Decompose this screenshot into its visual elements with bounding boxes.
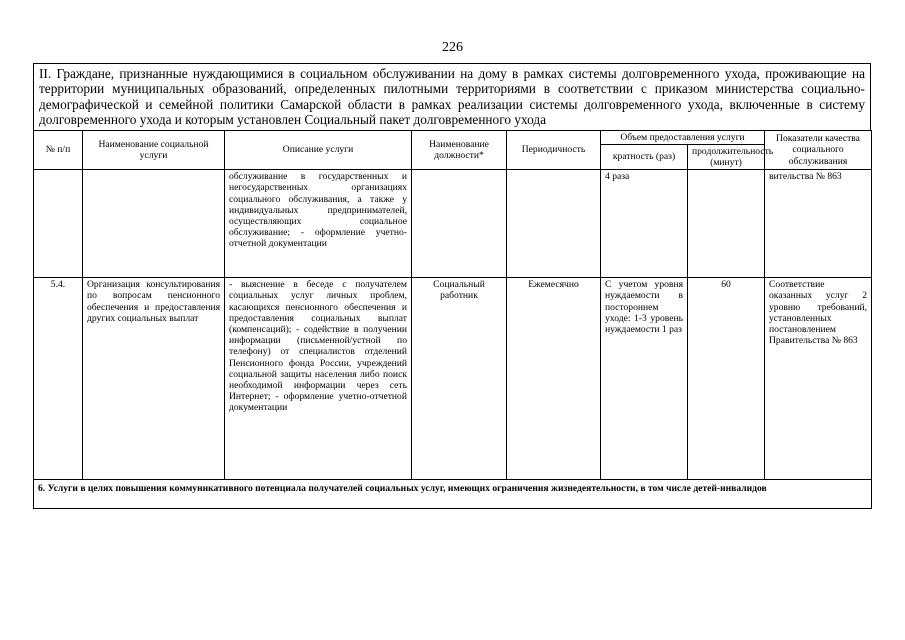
cell-position [412, 170, 507, 278]
services-table [33, 130, 872, 510]
document-frame [33, 63, 871, 509]
cell-description: обслуживание в государственных и негосударственных организациях социального обслуживания, а также у индивидуальных предпринимателей, осуществляющих социальное обслуживание; - оформление учетно-отчетной документации [225, 170, 412, 278]
header-quality: Показатели качества социального обслуживания [765, 130, 872, 170]
header-num: № п/п [34, 130, 83, 170]
cell-quality: вительства № 863 [765, 170, 872, 278]
header-position: Наименование должности* [412, 130, 507, 170]
cell-num: 5.4. [34, 278, 83, 480]
cell-service-name: Организация консультирования по вопросам пенсионного обеспечения и предоставления других социальных выплат [83, 278, 225, 480]
cell-duration [688, 170, 765, 278]
cell-service-name [83, 170, 225, 278]
cell-periodicity [507, 170, 601, 278]
header-multiplicity: кратность (раз) [601, 144, 688, 169]
cell-periodicity: Ежемесячно [507, 278, 601, 480]
table-row [34, 170, 872, 278]
header-row-1 [34, 130, 872, 144]
cell-multiplicity: 4 раза [601, 170, 688, 278]
header-service-name: Наименование социальной услуги [83, 130, 225, 170]
cell-quality: Соответствие оказанных услуг 2 уровню требований, установленных постановлением Правительства № 863 [765, 278, 872, 480]
cell-num [34, 170, 83, 278]
cell-multiplicity: С учетом уровня нуждаемости в постороннем уходе: 1-3 уровень нуждаемости 1 раз [601, 278, 688, 480]
cell-position: Социальный работник [412, 278, 507, 480]
section-6-heading: 6. Услуги в целях повышения коммуникативного потенциала получателей социальных услуг, имеющих ограничения жизнедеятельности, в том числе детей-инвалидов [34, 480, 872, 509]
header-duration: продолжительность (минут) [688, 144, 765, 169]
header-periodicity: Периодичность [507, 130, 601, 170]
header-description: Описание услуги [225, 130, 412, 170]
cell-duration: 60 [688, 278, 765, 480]
section-6-row [34, 480, 872, 509]
section-heading: II. Граждане, признанные нуждающимися в социальном обслуживании на дому в рамках системы долговременного ухода, проживающие на территории муниципальных образований, определенных пилотными территориями в соответствии с приказом министерства социально-демографической и семейной политики Самарской области в рамках реализации системы долговременного ухода, включенные в систему долговременного ухода и которым установлен Социальный пакет долговременного ухода [33, 63, 871, 130]
page-number: 226 [442, 40, 463, 55]
cell-description: - выяснение в беседе с получателем социальных услуг личных проблем, касающихся пенсионного обеспечения и предоставления социальных выплат (компенсаций); - содействие в получении информации (письменной/устной по телефону) от специалистов отделений Пенсионного фонда России, учреждений социальной защиты населения либо поиск необходимой информации через сеть Интернет; - оформление учетно-отчетной документации [225, 278, 412, 480]
header-volume: Объем предоставления услуги [601, 130, 765, 144]
table-row [34, 278, 872, 480]
